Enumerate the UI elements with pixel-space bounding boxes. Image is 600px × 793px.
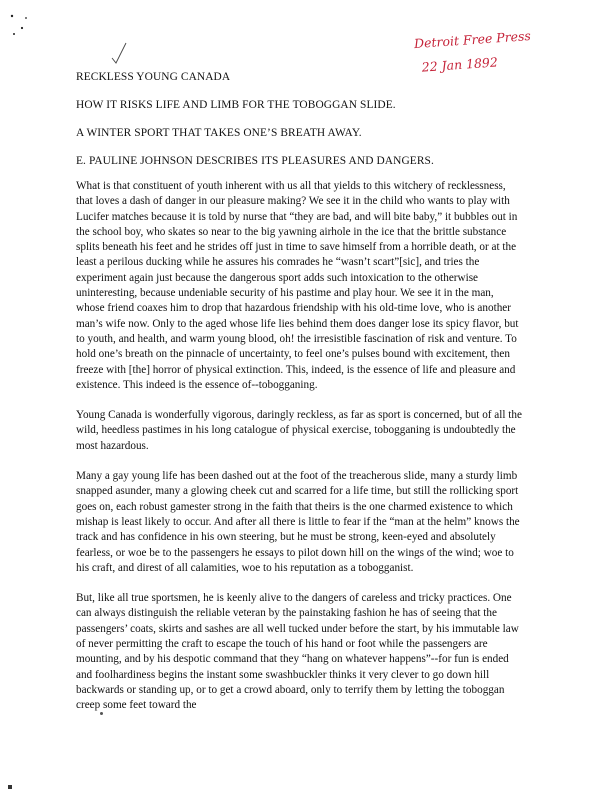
headline-title: RECKLESS YOUNG CANADA — [76, 71, 231, 83]
headline-subtitle-2: A WINTER SPORT THAT TAKES ONE’S BREATH AWAY. — [76, 127, 362, 139]
checkmark-icon — [110, 42, 128, 64]
annotation-date: 22 Jan 1892 — [421, 54, 499, 75]
scan-speck — [8, 785, 12, 789]
annotation-source: Detroit Free Press — [413, 27, 532, 52]
handwritten-annotation — [413, 24, 533, 80]
scan-speck — [100, 712, 103, 715]
paragraph-3: Many a gay young life has been dashed out at the foot of the treacherous slide, many a sturdy limb snapped asunder, many a glowing cheek cut and scarred for a life time, but still the rollicking sport goes on, each robust gamester strong in the faith that theirs is the one charmed existence to which mishap is least likely to occur. And after all there is little to fear if the “man at the helm” knows the track and has confidence in his own steering, but he must be strong, keen-eyed and absolutely fearless, or woe be to the passengers he essays to pilot down hill on the wings of the wind; woe to his craft, and direst of all calamities, woe to his reputation as a tobogganist. — [76, 470, 520, 574]
paragraph-2: Young Canada is wonderfully vigorous, daringly reckless, as far as sport is concerned, but of all the wild, heedless pastimes in his long catalogue of physical exercise, tobogganing is undoubtedly the most hazardous. — [76, 409, 522, 452]
headline-subtitle-1: HOW IT RISKS LIFE AND LIMB FOR THE TOBOGGAN SLIDE. — [76, 99, 396, 111]
paragraph-1: What is that constituent of youth inherent with us all that yields to this witchery of recklessness, that loves a dash of danger in our pleasure making? We see it in the child who wants to play with Lucifer matches because it is told by nurse that “they are bad, and will bite baby,” it bubbles out in the school boy, who skates so near to the big yawning airhole in the ice that the brittle substance splits beneath his feet and he strides off just in time to save himself from a horrible death, or at the least a perilous ducking while he assures his comrades he “wasn’t scart”[sic], and tries the experiment again just because the dangerous sport adds such intoxication to the otherwise uninteresting, because undeniable security of his pastime and play hour. We see it in the man, whose friend coaxes him to drop that hazardous friendship with his old-time love, who is another man’s wife now. Only to the aged whose life lies behind them does danger lose its spicy flavor, but to youth, and health, and warm young blood, oh! the irresistible fascination of risk and venture. To hold one’s breath on the pinnacle of uncertainty, to feel one’s pulses bound with excitement, then freeze with [the] horror of physical extinction. This, indeed, is the essence of life and pleasure and existence. This indeed is the essence of--tobogganing. — [76, 180, 519, 391]
paragraph-4: But, like all true sportsmen, he is keenly alive to the dangers of careless and tricky practices. One can always distinguish the reliable veteran by the painstaking fashion he has of seeing that the passengers’ coats, skirts and sashes are all well tucked under before the start, by his immutable law of never permitting the craft to escape the touch of his hand or foot while the passengers are mounting, and by his despotic command that they “hang on whatever happens”--for fun is ended and foolhardiness begins the instant some swashbuckler thinks it very clever to go down hill backwards or standing up, or to get a crowd aboard, only to terrify them by letting the toboggan creep some feet toward the — [76, 592, 519, 712]
headline-byline: E. PAULINE JOHNSON DESCRIBES ITS PLEASURES AND DANGERS. — [76, 155, 434, 167]
scan-specks — [8, 10, 38, 50]
article-body — [76, 179, 524, 729]
